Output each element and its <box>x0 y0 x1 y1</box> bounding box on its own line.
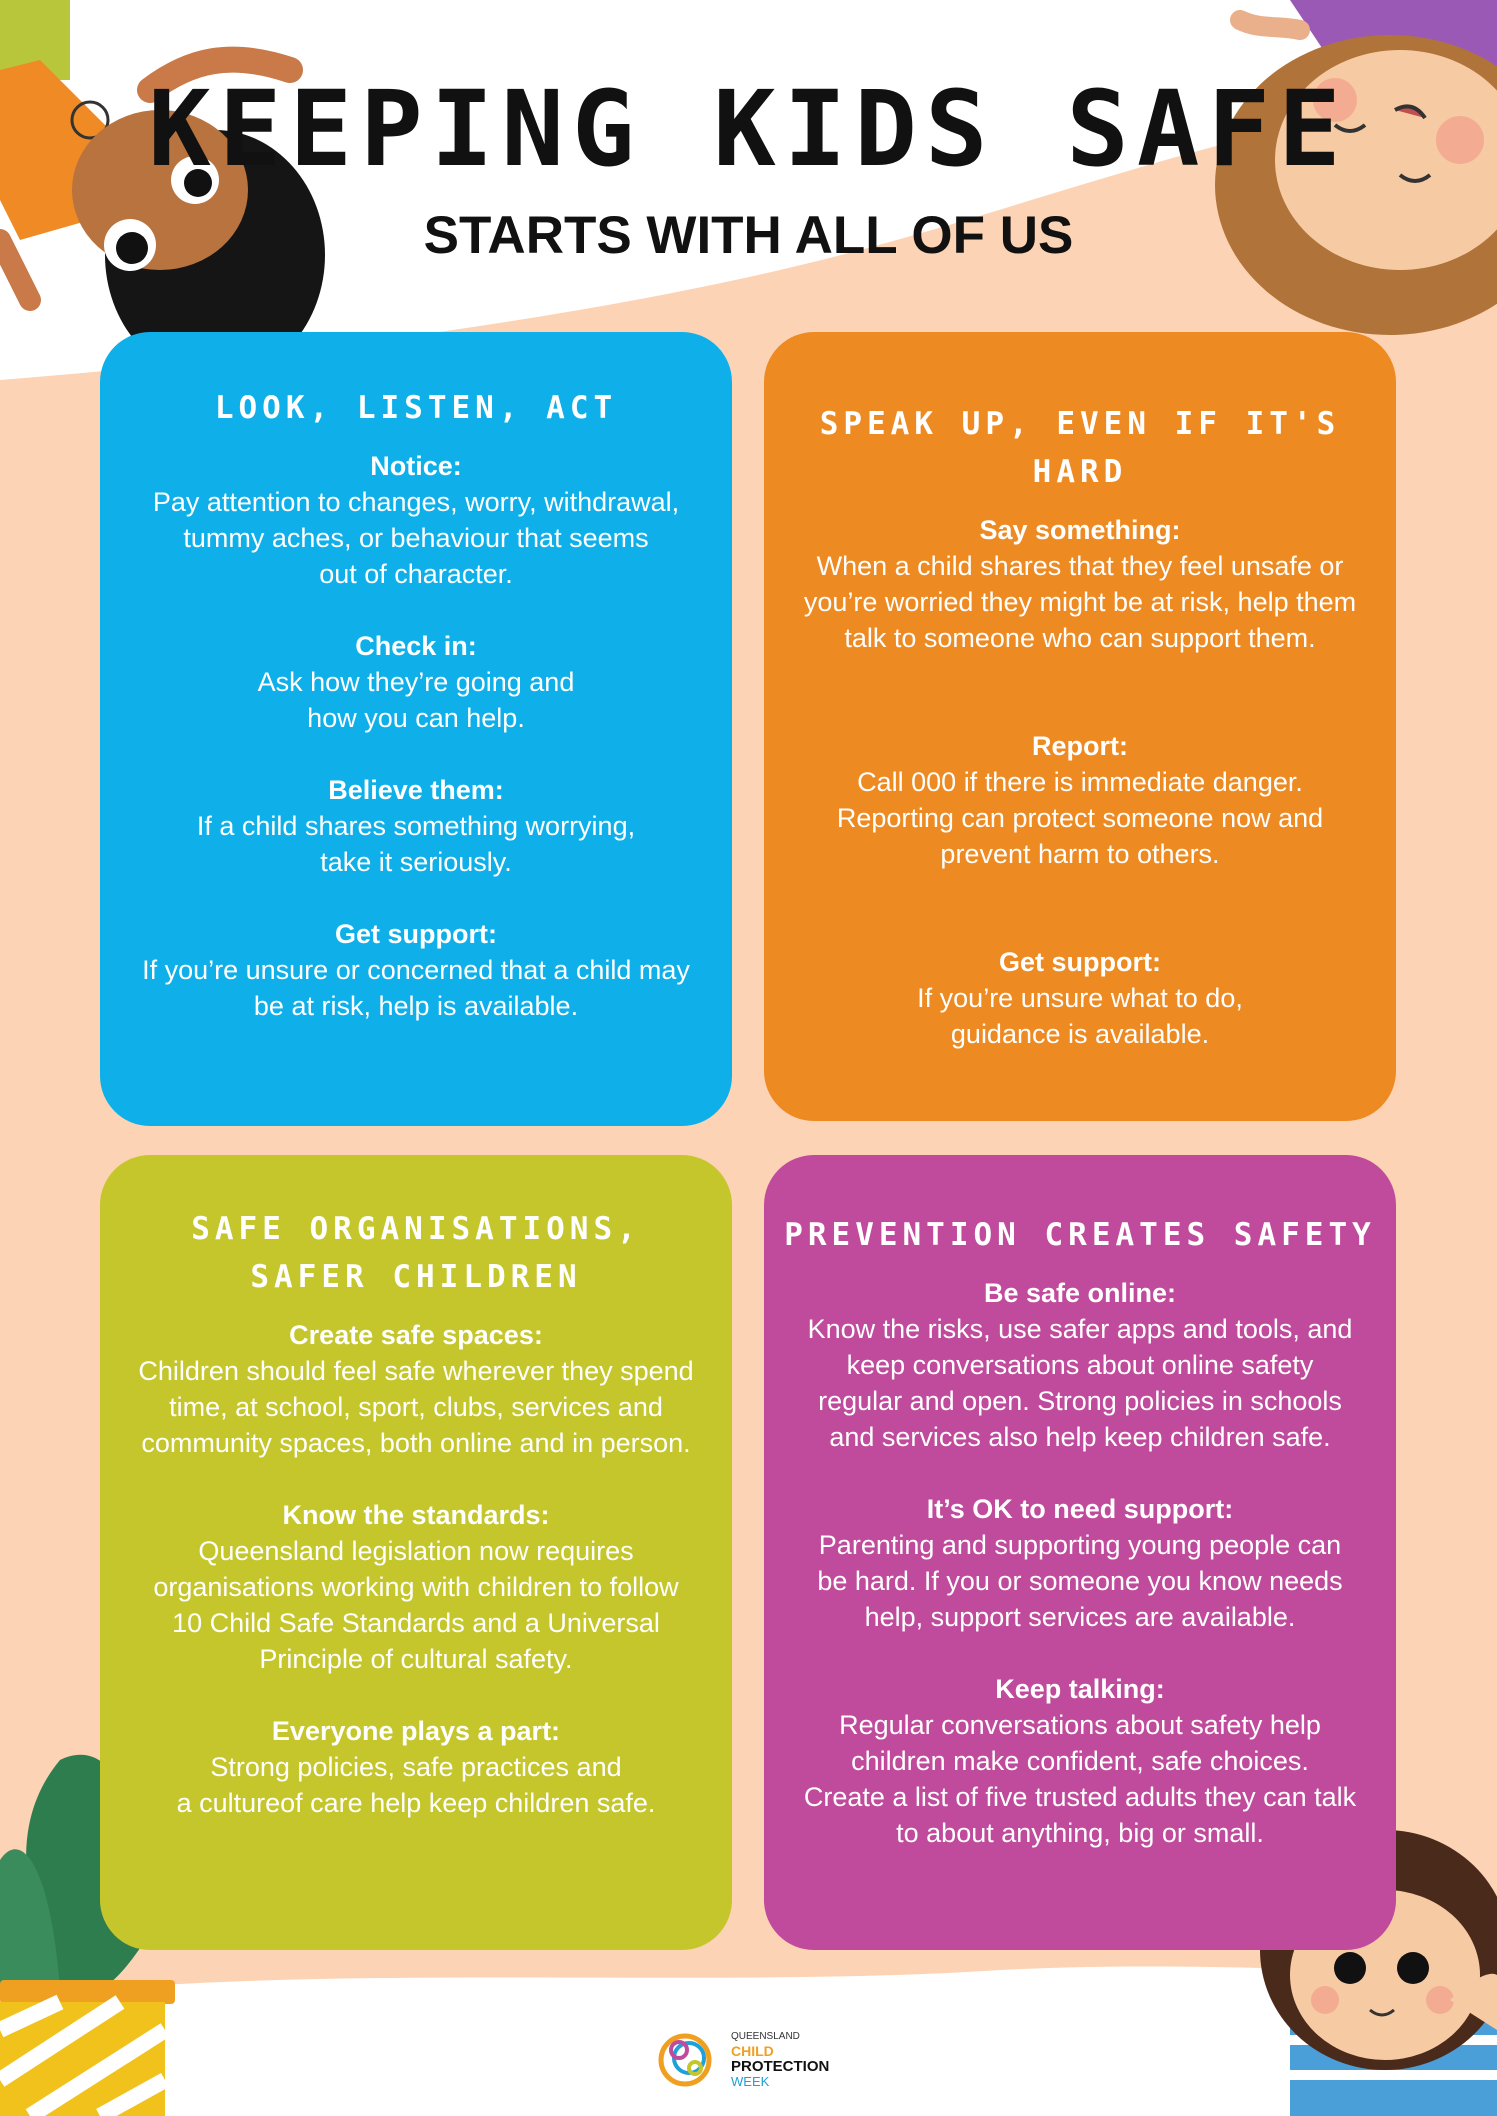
card-item <box>772 1491 1388 1635</box>
card-safe-organisations <box>100 1155 732 1950</box>
item-title: Know the standards: <box>282 1500 550 1530</box>
item-body: Regular conversations about safety help children make confident, safe choices. Create a list of five trusted adults they can talk to about anything, big or small. <box>803 1710 1357 1848</box>
item-body: Pay attention to changes, worry, withdrawal, tummy aches, or behaviour that seems out of character. <box>152 487 680 589</box>
item-body: Strong policies, safe practices and a cultureof care help keep children safe. <box>176 1752 656 1818</box>
item-body: Know the risks, use safer apps and tools, and keep conversations about online safety regular and open. Strong policies in schools and services also help keep children safe. <box>807 1314 1353 1452</box>
card-speak-up <box>764 332 1396 1121</box>
card-heading: SPEAK UP, EVEN IF IT'S HARD <box>819 406 1341 490</box>
item-title: Be safe online: <box>983 1278 1177 1308</box>
item-title: Believe them: <box>328 775 504 805</box>
item-title: Get support: <box>999 947 1161 977</box>
item-title: Report: <box>1032 731 1128 761</box>
item-body: Ask how they’re going and how you can help. <box>257 667 575 733</box>
card-heading: PREVENTION CREATES SAFETY <box>784 1217 1376 1253</box>
card-item <box>108 772 724 880</box>
item-body: If you’re unsure what to do, guidance is available. <box>917 983 1243 1049</box>
logo-line-queensland: QUEENSLAND <box>731 2031 800 2042</box>
card-item <box>108 916 724 1024</box>
logo-line-child: CHILD <box>731 2043 774 2059</box>
item-body: Call 000 if there is immediate danger. Reporting can protect someone now and prevent harm to others. <box>836 767 1324 869</box>
item-body: Children should feel safe wherever they spend time, at school, sport, clubs, services and community spaces, both online and in person. <box>138 1356 694 1458</box>
card-item <box>772 1671 1388 1851</box>
item-body: When a child shares that they feel unsafe or you’re worried they might be at risk, help them talk to someone who can support them. <box>803 551 1357 653</box>
card-item <box>772 728 1388 872</box>
card-item <box>108 1317 724 1461</box>
item-body: If you’re unsure or concerned that a child may be at risk, help is available. <box>142 955 690 1021</box>
card-prevention-creates-safety <box>764 1155 1396 1950</box>
item-title: Check in: <box>355 631 477 661</box>
item-title: Notice: <box>370 451 462 481</box>
item-title: Keep talking: <box>995 1674 1165 1704</box>
item-body: Parenting and supporting young people can be hard. If you or someone you know needs help, support services are available. <box>817 1530 1343 1632</box>
logo-mark-icon <box>655 2028 717 2088</box>
card-item <box>108 628 724 736</box>
child-protection-week-logo <box>655 2028 855 2088</box>
card-item <box>108 1497 724 1677</box>
item-title: Create safe spaces: <box>289 1320 543 1350</box>
item-body: Queensland legislation now requires organisations working with children to follow 10 Child Safe Standards and a Universal Principle of cultural safety. <box>153 1536 679 1674</box>
item-title: Say something: <box>979 515 1181 545</box>
logo-line-protection: PROTECTION <box>731 2058 830 2075</box>
child-top-left-illustration <box>0 0 325 380</box>
card-item <box>772 944 1388 1052</box>
card-item <box>108 448 724 592</box>
card-heading: SAFE ORGANISATIONS, SAFER CHILDREN <box>191 1211 641 1295</box>
logo-line-week: WEEK <box>731 2074 770 2089</box>
card-item <box>772 1275 1388 1455</box>
page-title: KEEPING KIDS SAFE <box>148 68 1349 190</box>
card-look-listen-act <box>100 332 732 1126</box>
item-title: Get support: <box>335 919 497 949</box>
card-heading: LOOK, LISTEN, ACT <box>214 390 618 426</box>
card-item <box>772 512 1388 656</box>
page-subtitle: STARTS WITH ALL OF US <box>423 206 1074 265</box>
item-body: If a child shares something worrying, take it seriously. <box>196 811 636 877</box>
item-title: It’s OK to need support: <box>926 1494 1234 1524</box>
card-item <box>108 1713 724 1821</box>
item-title: Everyone plays a part: <box>271 1716 561 1746</box>
